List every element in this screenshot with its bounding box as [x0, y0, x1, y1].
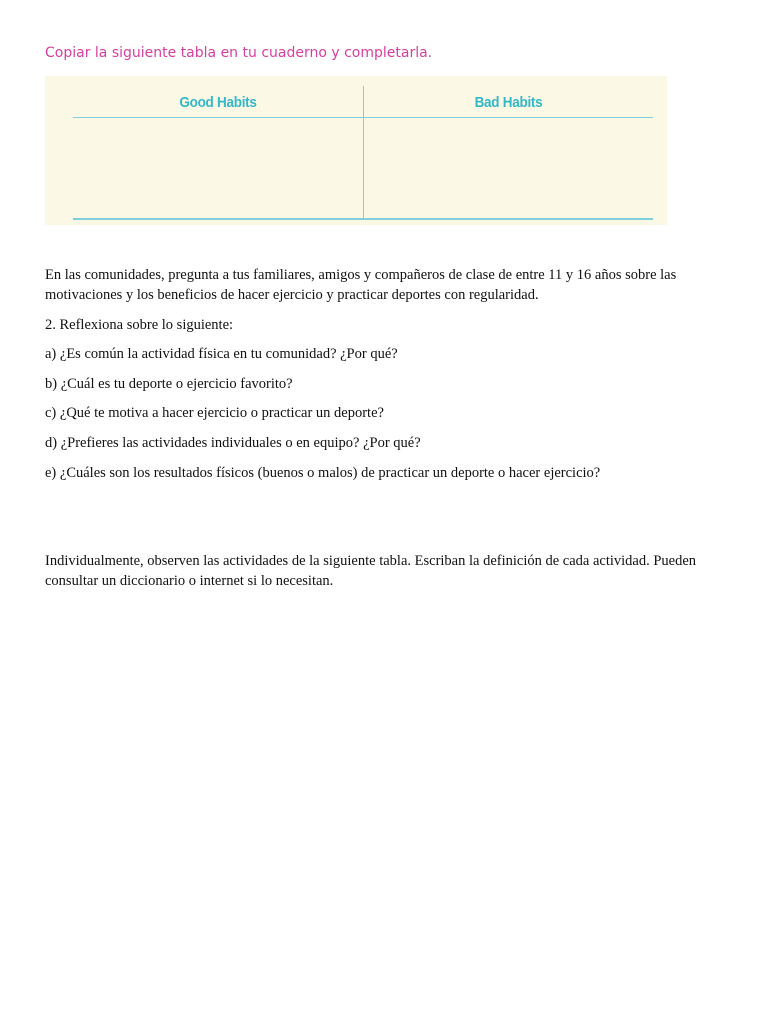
instruction-heading: Copiar la siguiente tabla en tu cuaderno y completarla. — [45, 45, 433, 61]
good-habits-header: Good Habits — [179, 94, 257, 111]
bad-habits-header: Bad Habits — [474, 94, 543, 111]
habits-table-figure — [45, 76, 667, 225]
intro-paragraph: En las comunidades, pregunta a tus familiares, amigos y compañeros de clase de entre 11 y 16 años sobre las motivaciones y los beneficios de hacer ejercicio y practicar deportes con regularidad. — [45, 267, 677, 303]
closing-paragraph: Individualmente, observen las actividades de la siguiente tabla. Escriban la definición de cada actividad. Pueden consultar un diccionario o internet si lo necesitan. — [45, 553, 697, 589]
question-e: e) ¿Cuáles son los resultados físicos (buenos o malos) de practicar un deporte o hacer ejercicio? — [45, 465, 601, 481]
table-bottom-rule — [73, 218, 653, 220]
reflect-heading: 2. Reflexiona sobre lo siguiente: — [45, 317, 234, 333]
question-c: c) ¿Qué te motiva a hacer ejercicio o practicar un deporte? — [45, 405, 384, 421]
question-b: b) ¿Cuál es tu deporte o ejercicio favorito? — [45, 376, 293, 392]
question-d: d) ¿Prefieres las actividades individuales o en equipo? ¿Por qué? — [45, 435, 421, 451]
question-a: a) ¿Es común la actividad física en tu comunidad? ¿Por qué? — [45, 346, 398, 362]
table-column-divider — [363, 86, 364, 219]
